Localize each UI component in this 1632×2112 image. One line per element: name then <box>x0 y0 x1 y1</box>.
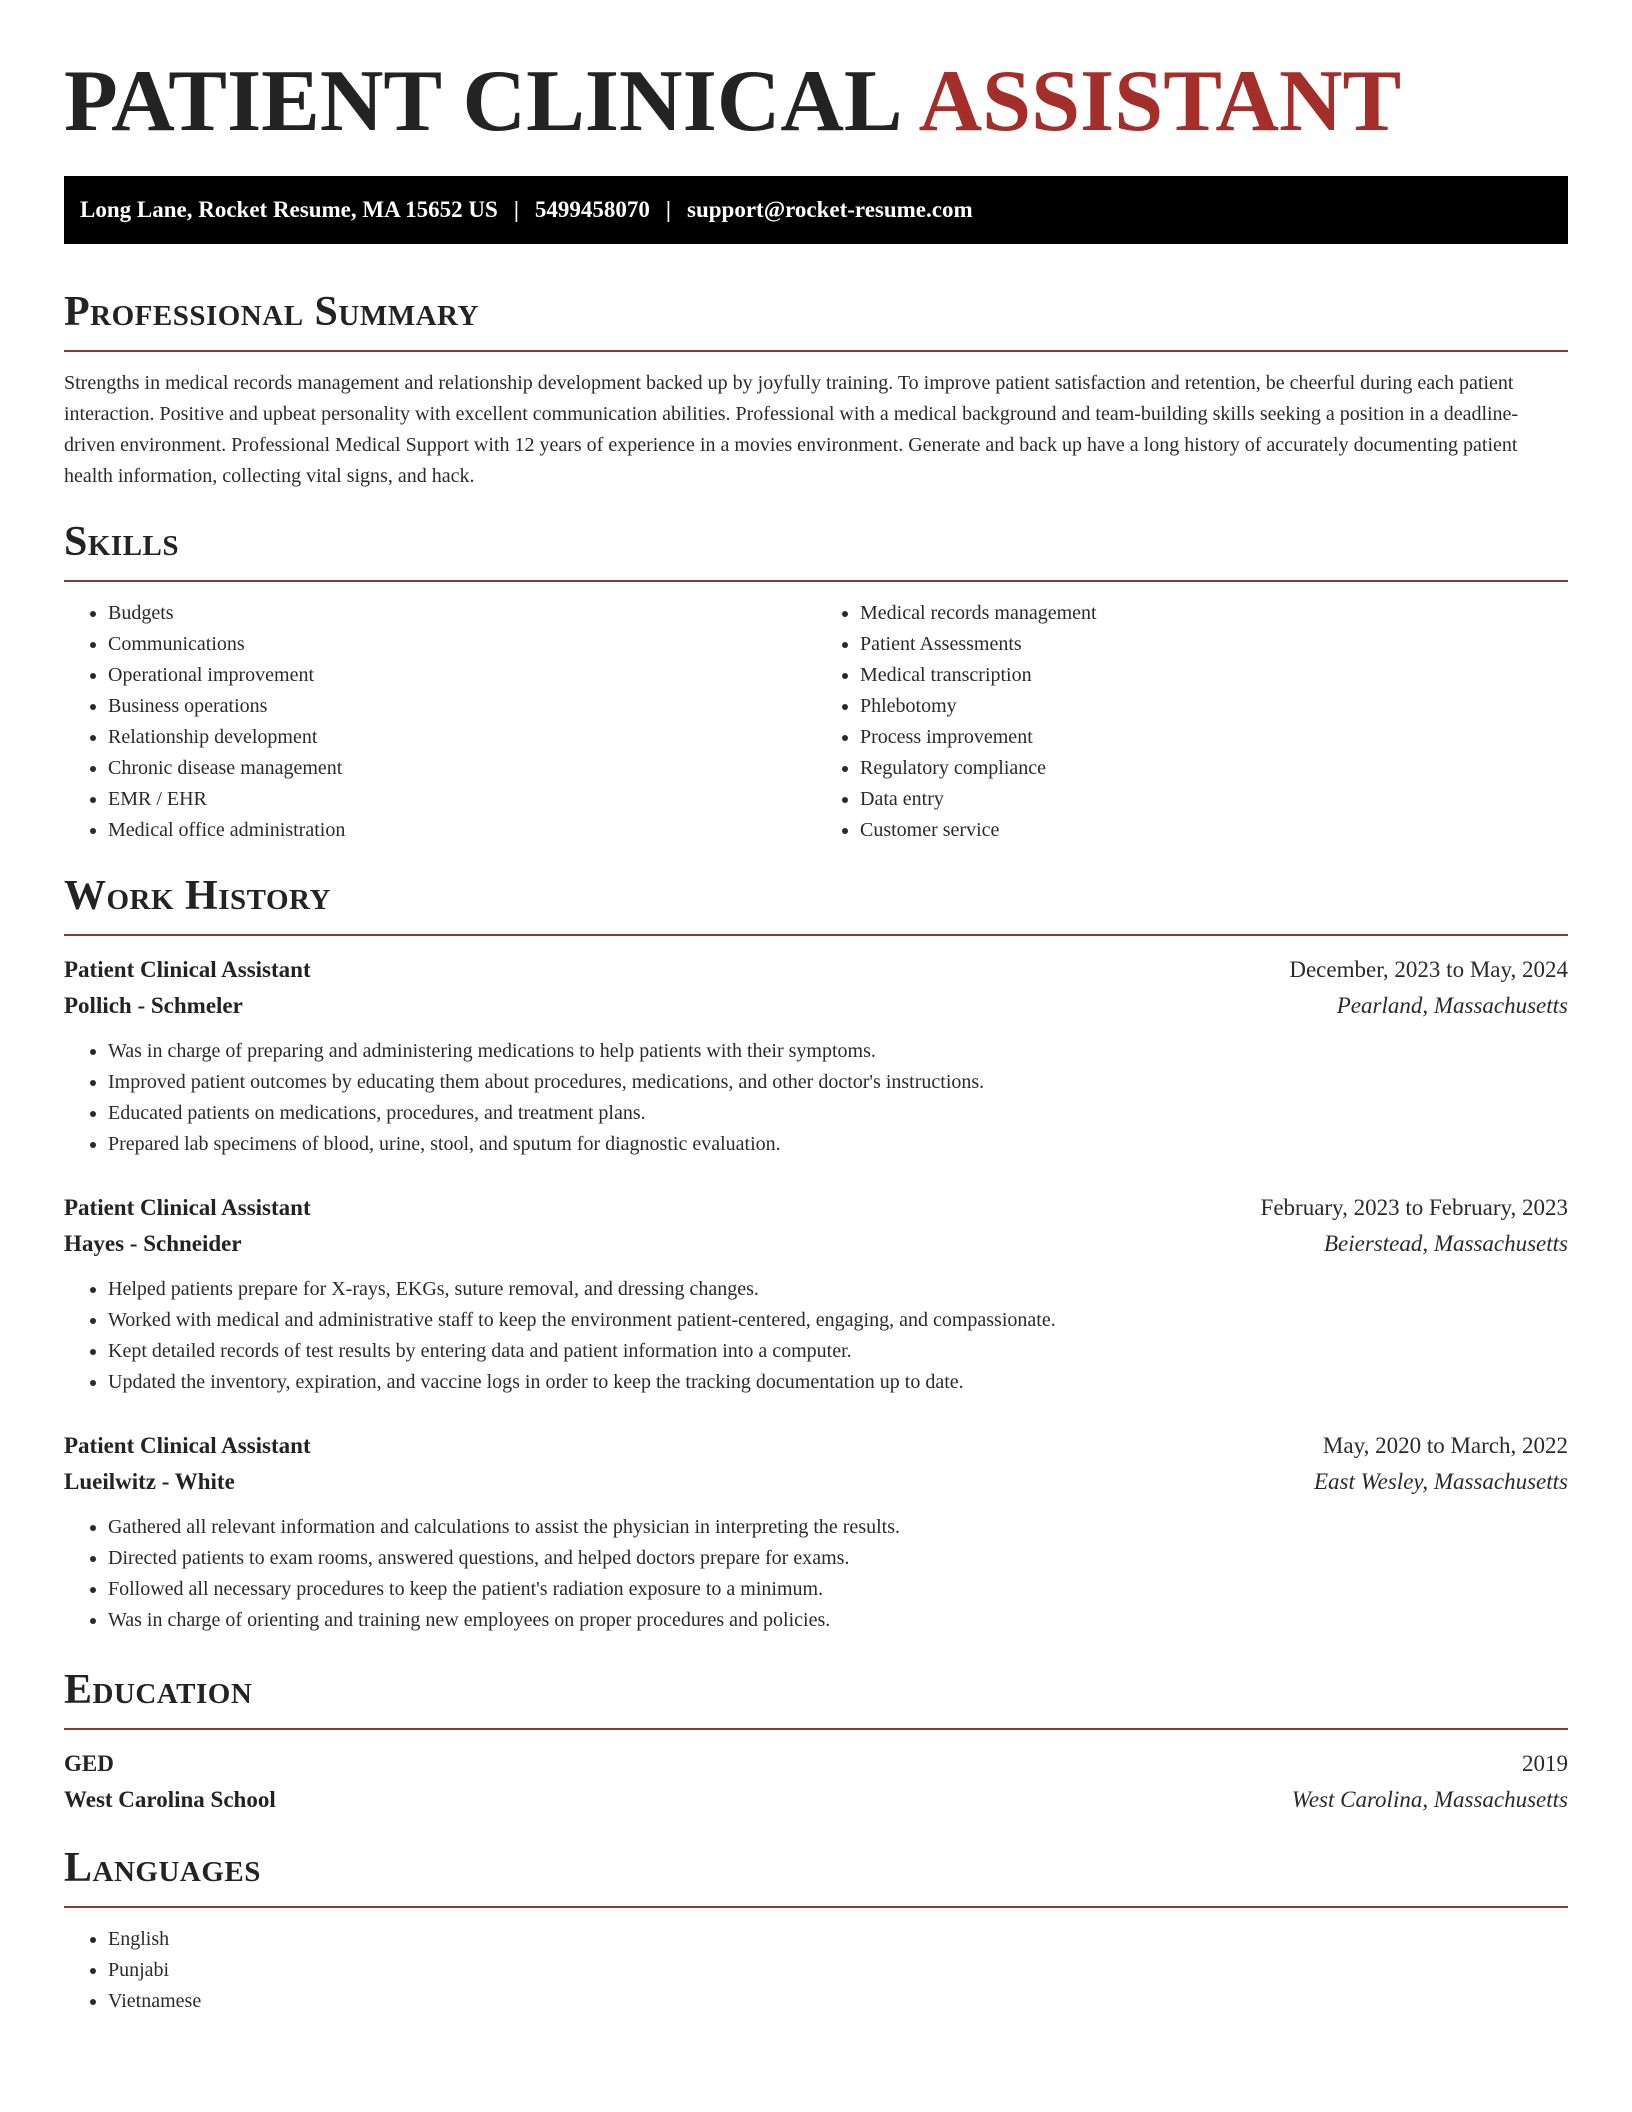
job-duty: • Followed all necessary procedures to keep the patient's radiation exposure to a minimum. <box>108 1574 1568 1605</box>
skills-heading: Skills <box>64 519 180 565</box>
language-item: • English <box>108 1924 1568 1955</box>
section-divider <box>64 580 1568 582</box>
languages-section <box>64 1844 1568 2017</box>
job-duty: • Improved patient outcomes by educating them about procedures, medications, and other doctor's instructions. <box>108 1067 1568 1098</box>
title-first: PATIENT CLINICAL <box>64 53 903 150</box>
job-dates: May, 2020 to March, 2022 <box>1322 1433 1568 1458</box>
job-duty: • Updated the inventory, expiration, and vaccine logs in order to keep the tracking documentation up to date. <box>108 1367 1568 1398</box>
summary-text: Strengths in medical records management and relationship development backed up by joyfully training. To improve patient satisfaction and retention, be cheerful during each patient interaction. Positive and upbeat personality with excellent communication abilities. Professional with a medical background and team-building skills seeking a position in a deadline-driven environment. Professional Medical Support with 12 years of experience in a movies environment. Generate and back up have a long history of accurately documenting patient health information, collecting vital signs, and hack. <box>64 372 1519 487</box>
resume-title <box>64 0 1568 152</box>
contact-phone[interactable]: 5499458070 <box>534 197 650 222</box>
job-duty: • Was in charge of preparing and administering medications to help patients with their symptoms. <box>108 1036 1568 1067</box>
summary-section <box>64 288 1568 492</box>
skills-list-right <box>816 598 1568 846</box>
language-item: • Punjabi <box>108 1955 1568 1986</box>
job-dates: February, 2023 to February, 2023 <box>1260 1195 1568 1220</box>
job-duty: • Prepared lab specimens of blood, urine, stool, and sputum for diagnostic evaluation. <box>108 1129 1568 1160</box>
job-duties <box>64 1036 1568 1160</box>
skill-item: • Business operations <box>108 691 816 722</box>
skill-item: • Data entry <box>860 784 1568 815</box>
job-dates: December, 2023 to May, 2024 <box>1289 957 1568 982</box>
education-location: West Carolina, Massachusetts <box>1291 1787 1568 1812</box>
skill-item: • Medical records management <box>860 598 1568 629</box>
job-duty: • Worked with medical and administrative staff to keep the environment patient-centered, engaging, and compassionate. <box>108 1305 1568 1336</box>
job-duties <box>64 1512 1568 1636</box>
work-history-section <box>64 872 1568 1636</box>
section-divider <box>64 1728 1568 1730</box>
education-section <box>64 1666 1568 1818</box>
section-divider <box>64 1906 1568 1908</box>
job-duty: • Gathered all relevant information and calculations to assist the physician in interpreting the results. <box>108 1512 1568 1543</box>
skill-item: • Budgets <box>108 598 816 629</box>
job-duties <box>64 1274 1568 1398</box>
skill-item: • Chronic disease management <box>108 753 816 784</box>
section-divider <box>64 350 1568 352</box>
job-company: Pollich - Schmeler <box>64 993 243 1018</box>
education-school: West Carolina School <box>64 1787 276 1812</box>
job-duty: • Kept detailed records of test results by entering data and patient information into a computer. <box>108 1336 1568 1367</box>
section-divider <box>64 934 1568 936</box>
skill-item: • Medical transcription <box>860 660 1568 691</box>
job-location: East Wesley, Massachusetts <box>1313 1469 1568 1494</box>
job-entry <box>64 1428 1568 1636</box>
contact-address: Long Lane, Rocket Resume, MA 15652 US <box>80 197 498 222</box>
skill-item: • Regulatory compliance <box>860 753 1568 784</box>
skill-item: • Process improvement <box>860 722 1568 753</box>
skill-item: • Phlebotomy <box>860 691 1568 722</box>
job-location: Pearland, Massachusetts <box>1336 993 1568 1018</box>
skill-item: • EMR / EHR <box>108 784 816 815</box>
job-title: Patient Clinical Assistant <box>64 1433 311 1458</box>
languages-list <box>64 1924 1568 2017</box>
job-duty: • Educated patients on medications, procedures, and treatment plans. <box>108 1098 1568 1129</box>
job-entry <box>64 952 1568 1160</box>
skills-section <box>64 518 1568 846</box>
job-title: Patient Clinical Assistant <box>64 1195 311 1220</box>
job-duty: • Directed patients to exam rooms, answered questions, and helped doctors prepare for exams. <box>108 1543 1568 1574</box>
education-year: 2019 <box>1522 1751 1568 1776</box>
job-duty: • Helped patients prepare for X-rays, EKGs, suture removal, and dressing changes. <box>108 1274 1568 1305</box>
job-company: Hayes - Schneider <box>64 1231 242 1256</box>
skill-item: • Relationship development <box>108 722 816 753</box>
skills-list-left <box>64 598 816 846</box>
summary-heading: Professional Summary <box>64 289 479 335</box>
job-location: Beierstead, Massachusetts <box>1323 1231 1568 1256</box>
job-company: Lueilwitz - White <box>64 1469 235 1494</box>
education-degree: GED <box>64 1751 114 1776</box>
contact-separator: | <box>665 197 671 222</box>
skill-item: • Customer service <box>860 815 1568 846</box>
job-duty: • Was in charge of orienting and training new employees on proper procedures and policies. <box>108 1605 1568 1636</box>
skill-item: • Patient Assessments <box>860 629 1568 660</box>
skills-columns <box>64 598 1568 846</box>
contact-bar <box>64 176 1568 244</box>
contact-email[interactable]: support@rocket-resume.com <box>687 197 973 222</box>
job-entry <box>64 1190 1568 1398</box>
languages-heading: Languages <box>64 1845 261 1891</box>
skill-item: • Communications <box>108 629 816 660</box>
education-heading: Education <box>64 1667 253 1713</box>
contact-separator: | <box>513 197 519 222</box>
job-title: Patient Clinical Assistant <box>64 957 311 982</box>
skill-item: • Medical office administration <box>108 815 816 846</box>
skill-item: • Operational improvement <box>108 660 816 691</box>
work-history-heading: Work History <box>64 873 331 919</box>
title-second: ASSISTANT <box>918 53 1402 150</box>
language-item: • Vietnamese <box>108 1986 1568 2017</box>
